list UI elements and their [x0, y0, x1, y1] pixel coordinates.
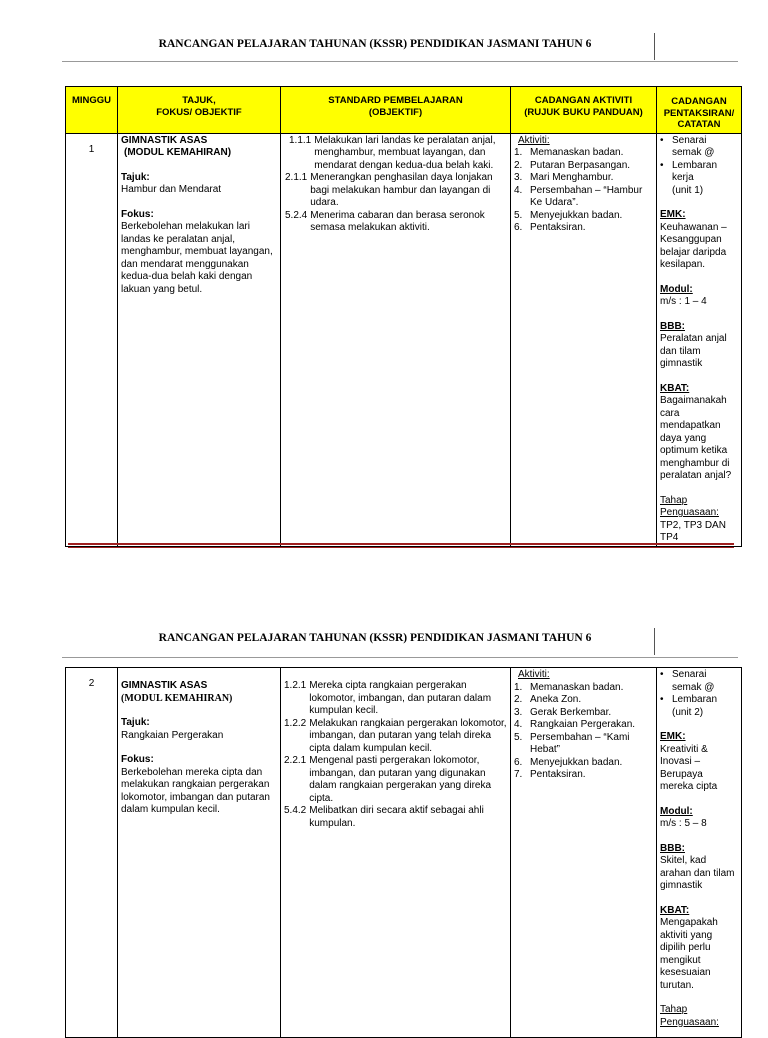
bullet-icon: •	[660, 694, 664, 705]
list-item: 4. Persembahan – “Hambur Ke Udara”.	[514, 184, 643, 208]
page-break-rule	[68, 543, 734, 548]
activities-cell: Aktiviti: 1. Memanaskan badan. 2. Aneka Zon. 3. Gerak Berkembar. 4. Rangkaian Pergerakan. 5. Persembahan – “Kami Hebat” 6. Menyejukkan badan. 7. Pentaksiran.	[511, 668, 657, 1038]
list-item: 2. Aneka Zon.	[514, 694, 582, 705]
notes-cell: • Senarai semak @ • Lembaran (unit 2) EMK: Kreativiti & Inovasi – Berupaya mereka cipta Modul: m/s : 5 – 8 BBB: Skitel, kad arahan dan tilam gimnastik KBAT: Mengapakah aktiviti yang dipilih perlu mengikut kesesuaian turutan. Tahap Penguasaan:	[657, 668, 742, 1038]
page-title: RANCANGAN PELAJARAN TAHUNAN (KSSR) PENDIDIKAN JASMANI TAHUN 6	[158, 632, 592, 644]
list-item: 7. Pentaksiran.	[514, 769, 586, 780]
list-item: 3. Gerak Berkembar.	[514, 706, 612, 718]
list-item: 3. Mari Menghambur.	[514, 172, 614, 183]
list-item: 6. Menyejukkan badan.	[514, 756, 623, 768]
col-header-standard: STANDARD PEMBELAJARAN (OBJEKTIF)	[281, 87, 511, 134]
activities-cell: Aktiviti: 1. Memanaskan badan. 2. Putaran Berpasangan. 3. Mari Menghambur. 4. Persembahan – “Hambur Ke Udara”. 5. Menyejukkan badan. 6. Pentaksiran.	[511, 133, 657, 546]
bullet-icon: •	[660, 159, 664, 171]
standards-cell: 1.1.1 Melakukan lari landas ke peralatan anjal, menghambur, membuat layangan, dan mendarat dengan kedua-dua belah kaki. 2.1.1 Menerangkan penghasilan daya lonjakan bagi melakukan hambur dan layangan di udara. 5.2.4 Menerima cabaran dan berasa seronok semasa melakukan aktiviti.	[281, 133, 511, 546]
header-rule	[62, 61, 738, 62]
header-rule	[62, 657, 738, 658]
week-cell: 2	[66, 668, 118, 1038]
header-divider	[654, 33, 655, 60]
table-row	[66, 668, 742, 1038]
list-item: 1. Memanaskan badan.	[514, 147, 624, 158]
list-item: 1. Memanaskan badan.	[514, 681, 624, 693]
list-item: • Lembaran kerja (unit 1)	[660, 159, 718, 196]
list-item: • Senarai semak @	[660, 134, 715, 158]
list-item: 4. Rangkaian Pergerakan.	[514, 719, 636, 730]
bullet-icon: •	[660, 134, 664, 146]
notes-cell: • Senarai semak @ • Lembaran kerja (unit 1) EMK: Keuhawanan – Kesanggupan belajar daripda kesilapan. Modul: m/s : 1 – 4 BBB: Peralatan anjal dan tilam gimnastik KBAT: Bagaimanakah cara mendapatkan daya yang optimum ketika menghambur di peralatan anjal? Tahap Penguasaan: TP2, TP3 DAN TP4	[657, 133, 742, 546]
list-item: 2. Putaran Berpasangan.	[514, 159, 631, 171]
col-header-catatan: CADANGAN PENTAKSIRAN/ CATATAN	[657, 87, 742, 134]
list-item: • Lembaran (unit 2)	[660, 694, 718, 718]
lesson-plan-table-week-2	[65, 667, 742, 1038]
week-cell: 1	[66, 133, 118, 546]
standards-cell: 1.2.1 Mereka cipta rangkaian pergerakan lokomotor, imbangan, dan putaran dalam kumpulan kecil. 1.2.2 Melakukan rangkaian pergerakan lokomotor, imbangan, dan putaran yang telah direka cipta dalam kumpulan kecil. 2.2.1 Mengenal pasti pergerakan lokomotor, imbangan, dan putaran yang digunakan dalam rangkaian pergerakan yang direka cipta. 5.4.2 Melibatkan diri secara aktif sebagai ahli kumpulan.	[281, 668, 511, 1038]
list-item: • Senarai semak @	[660, 669, 715, 693]
table-row	[66, 133, 742, 546]
col-header-tajuk: TAJUK, FOKUS/ OBJEKTIF	[118, 87, 281, 134]
topic-cell: GIMNASTIK ASAS (MODUL KEMAHIRAN) Tajuk: Hambur dan Mendarat Fokus: Berkebolehan melakukan lari landas ke peralatan anjal, menghambur, membuat layangan, dan mendarat menggunakan kedua-dua belah kaki dengan lakuan yang betul.	[118, 133, 281, 546]
list-item: 6. Pentaksiran.	[514, 222, 586, 233]
col-header-minggu: MINGGU	[66, 87, 118, 134]
lesson-plan-table-week-1	[65, 86, 742, 547]
col-header-aktiviti: CADANGAN AKTIVITI (RUJUK BUKU PANDUAN)	[511, 87, 657, 134]
header-divider	[654, 628, 655, 655]
topic-cell: GIMNASTIK ASAS (MODUL KEMAHIRAN) Tajuk: Rangkaian Pergerakan Fokus: Berkebolehan mereka cipta dan melakukan rangkaian pergerakan lokomotor, imbangan dan putaran dalam kumpulan kecil.	[118, 668, 281, 1038]
list-item: 5. Persembahan – “Kami Hebat”	[514, 731, 630, 755]
list-item: 5. Menyejukkan badan.	[514, 209, 623, 221]
bullet-icon: •	[660, 669, 664, 680]
page-title: RANCANGAN PELAJARAN TAHUNAN (KSSR) PENDIDIKAN JASMANI TAHUN 6	[158, 38, 592, 50]
